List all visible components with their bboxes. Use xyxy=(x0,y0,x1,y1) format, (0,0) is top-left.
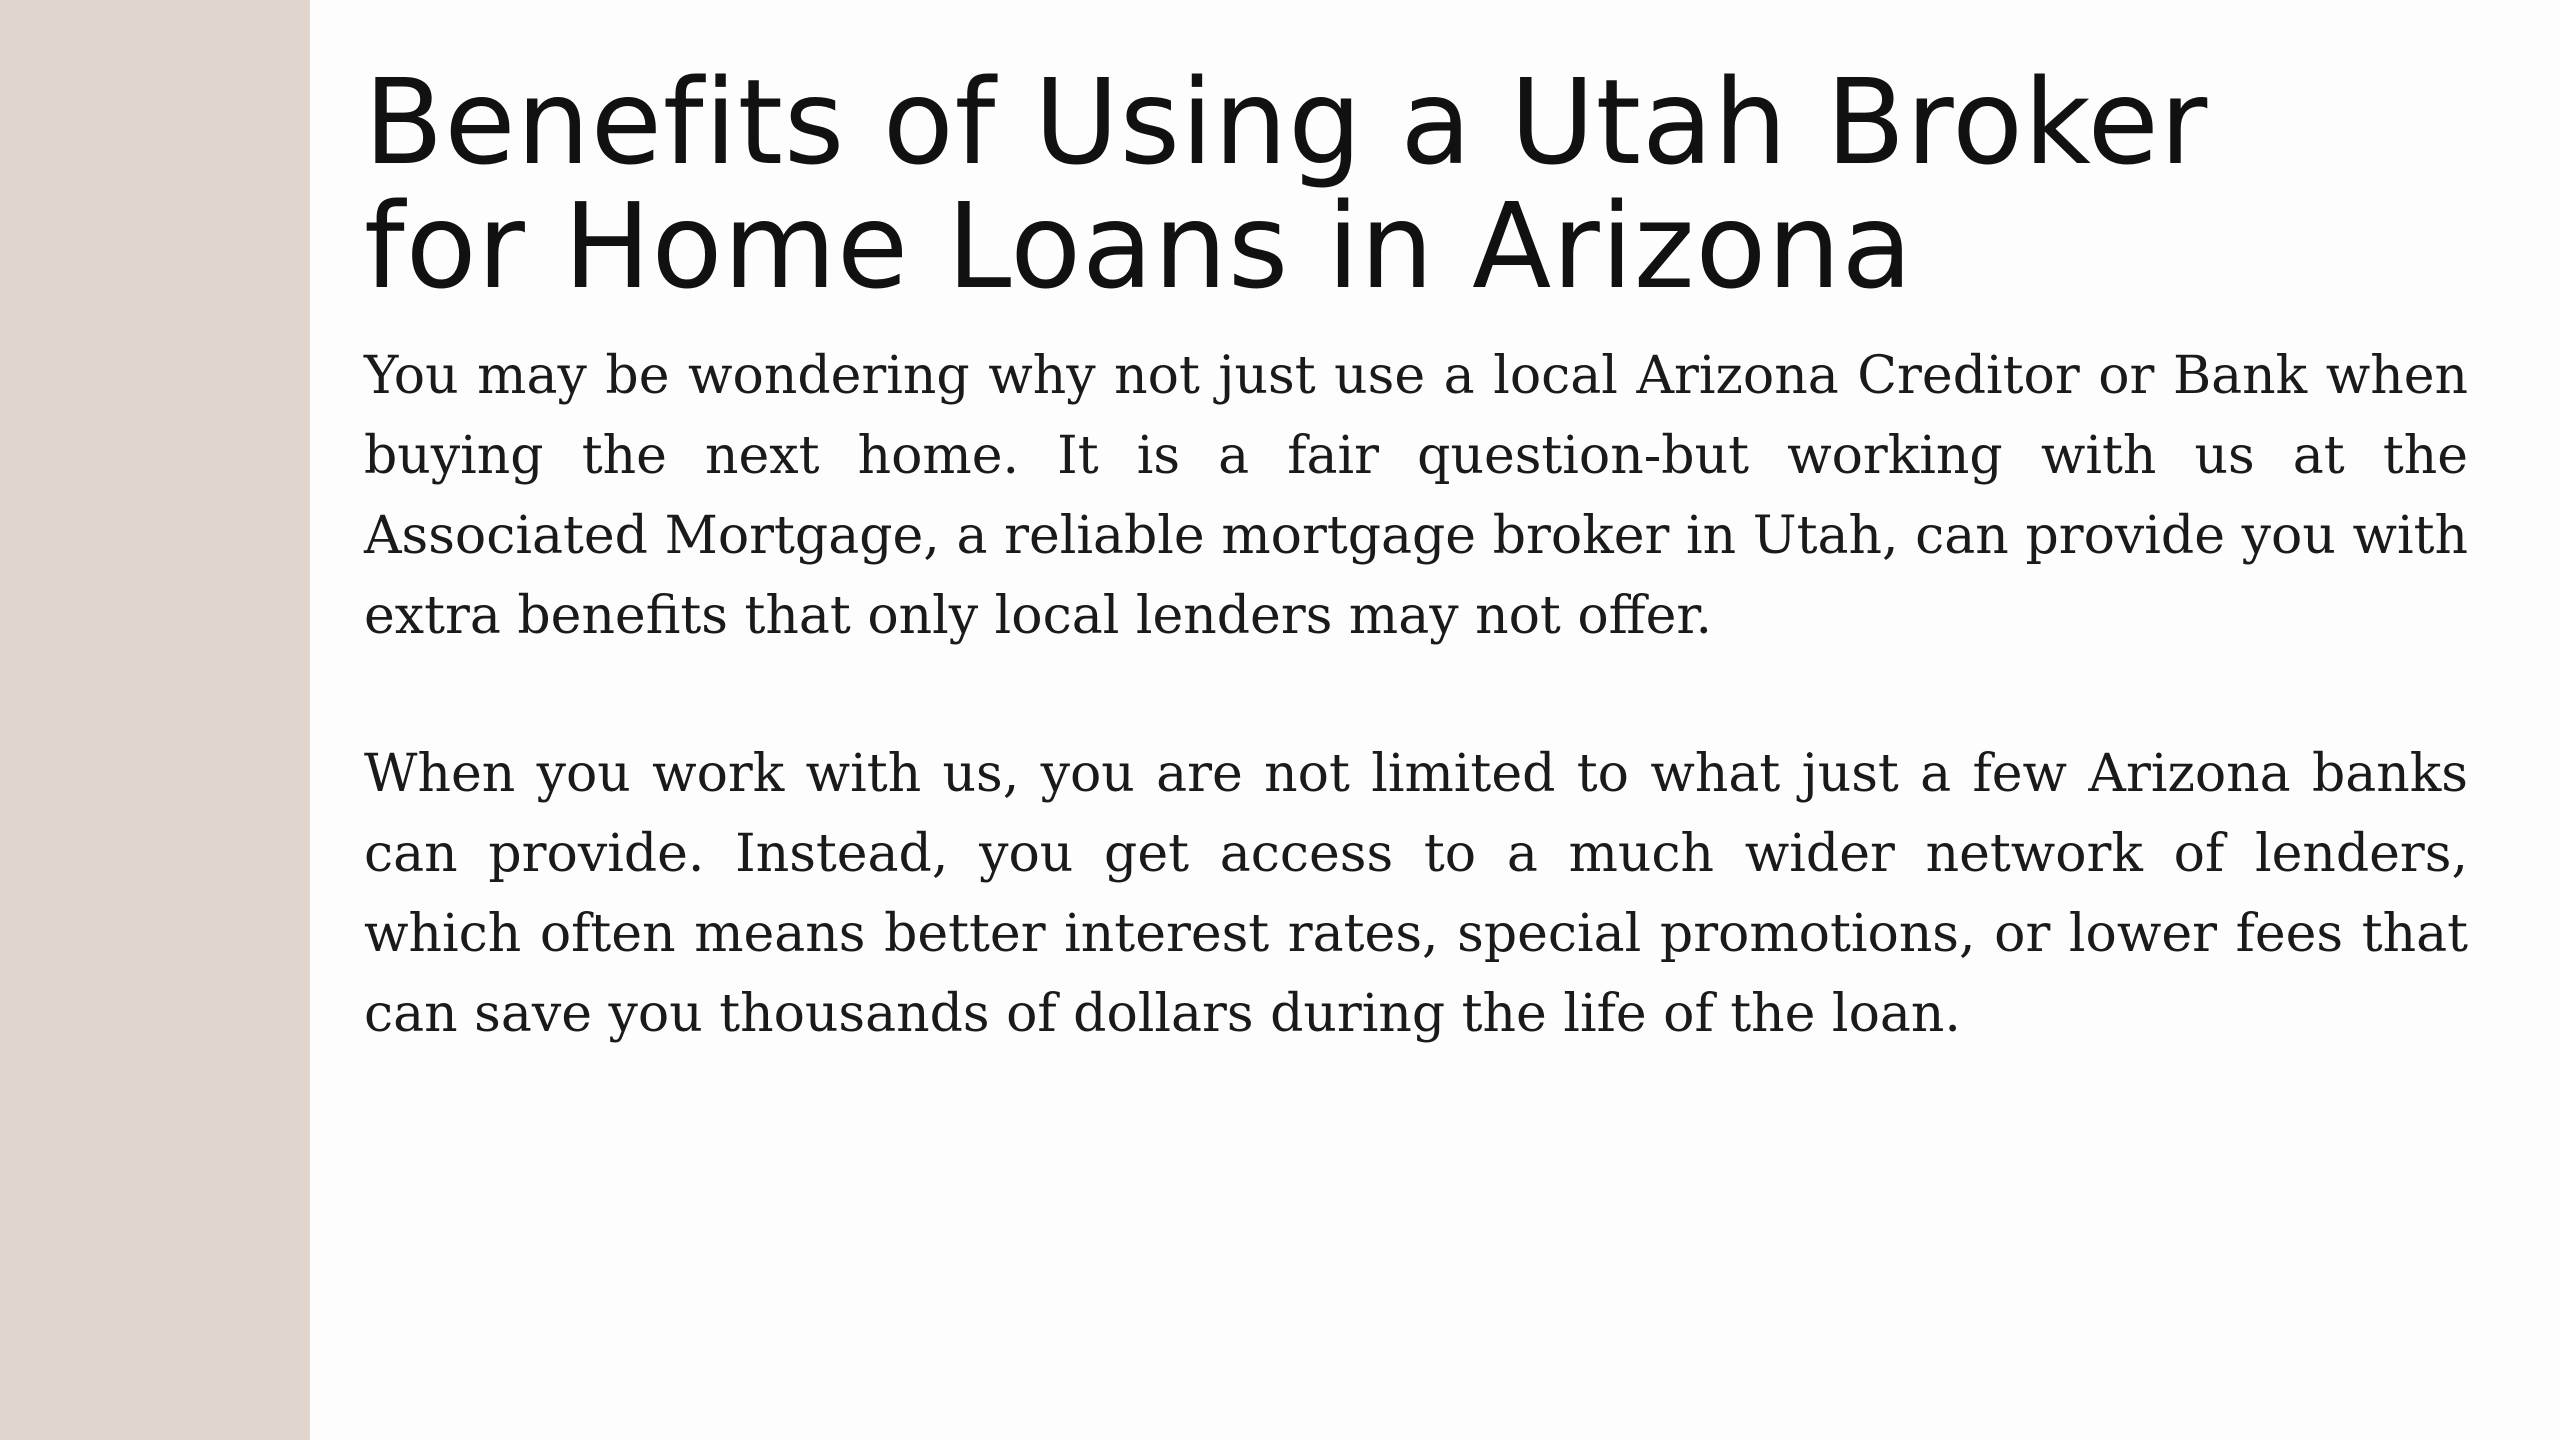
paragraph-1: You may be wondering why not just use a local Arizona Creditor or Bank when buying the next home. It is a fair question-but working with us at the Associated Mortgage, a reliable mortgage broker in Utah, can provide you with extra benefits that only local lenders may not offer. xyxy=(364,346,2468,646)
body-text xyxy=(364,336,2468,1054)
title-line-2: for Home Loans in Arizona xyxy=(364,177,1914,315)
side-panel xyxy=(0,0,310,1440)
page-title xyxy=(364,53,2426,315)
title-line-1: Benefits of Using a Utah Broker xyxy=(364,53,2209,191)
slide-content xyxy=(364,53,2468,1132)
paragraph-2: When you work with us, you are not limited to what just a few Arizona banks can provide. Instead, you get access to a much wider network of lenders, which often means better interest rates, special promotions, or lower fees that can save you thousands of dollars during the life of the loan. xyxy=(364,744,2468,1044)
